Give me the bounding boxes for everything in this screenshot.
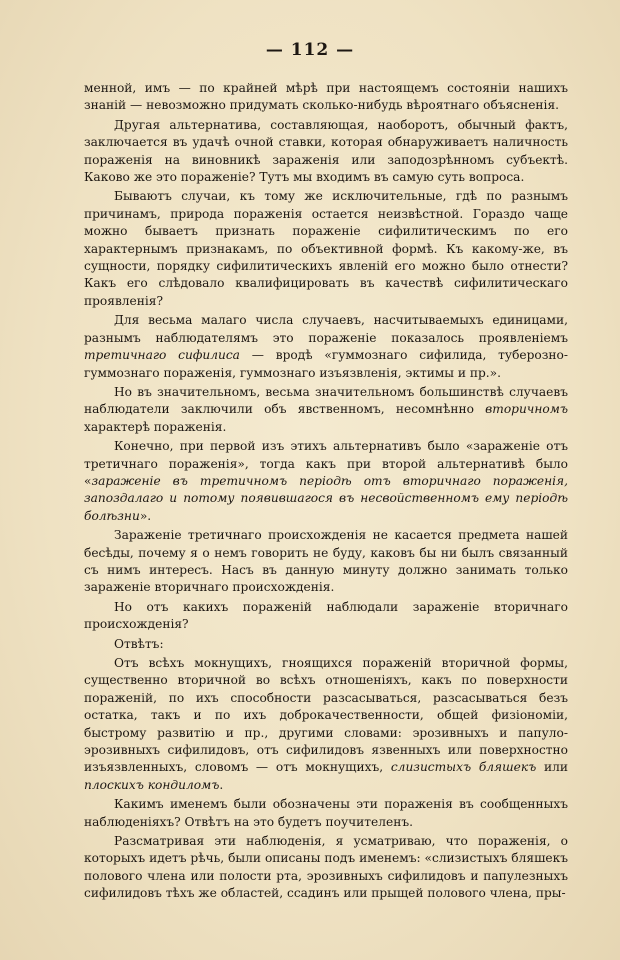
italic-text: вторичномъ (485, 402, 568, 417)
paragraph (84, 80, 568, 115)
text-run: Другая альтернатива, составляющая, наоборотъ, обычный фактъ, заключается въ удачѣ очной ставки, которая обнаруживаетъ наличность пораженiя на виновникѣ зараженiя или заподозрѣнномъ субъектѣ. Каково же это пораженiе? Тутъ мы входимъ въ самую суть вопроса. (84, 117, 568, 185)
text-run: Отъ всѣхъ мокнущихъ, гноящихся пораженiй вторичной формы, существенно вторичной во всѣхъ отношенiяхъ, какъ по поверхности пораженiй, по ихъ способности разсасываться, разсасываться безъ остатка, такъ и по ихъ доброкачественности, общей физiономiи, быстрому развитiю и пр., другими словами: эрозивныхъ и папуло-эрозивныхъ сифилидовъ, отъ сифилидовъ язвенныхъ или поверхностно изъязвленныхъ, словомъ — отъ мокнущихъ, (84, 656, 568, 775)
page-number: — 112 — (265, 40, 355, 60)
paragraph (84, 655, 568, 794)
paragraph (84, 312, 568, 382)
paragraph (84, 833, 568, 903)
text-run: Конечно, при первой изъ этихъ альтернативъ было «зараженiе отъ третичнаго пораженiя», тогда какъ при второй альтернативѣ было « (84, 439, 568, 488)
text-run: Отвѣтъ: (114, 636, 164, 651)
paragraph (84, 636, 568, 653)
text-run: . (219, 777, 224, 792)
italic-text: зараженiе въ третичномъ перiодѣ отъ вторичнаго пораженiя, запоздалаго и потому появившагося въ несвойственномъ ему перiодѣ болѣзни (84, 473, 568, 523)
paragraph (84, 796, 568, 831)
text-run: характерѣ пораженiя. (84, 419, 227, 434)
text-run: Для весьма малаго числа случаевъ, насчитываемыхъ единицами, разнымъ наблюдателямъ это пораженiе показалось проявленiемъ (84, 313, 568, 345)
text-run: Разсматривая эти наблюденiя, я усматриваю, что пораженiя, о которыхъ идетъ рѣчь, были описаны подъ именемъ: «слизистыхъ бляшекъ полового члена или полости рта, эрозивныхъ сифилидовъ и папулезныхъ сифилидовъ тѣхъ же областей, ссадинъ или прыщей полового члена, пры- (84, 834, 568, 901)
text-run: Бываютъ случаи, къ тому же исключительные, гдѣ по разнымъ причинамъ, природа пораженiя остается неизвѣстной. Гораздо чаще можно бываетъ признать пораженiе сифилитическимъ по его характернымъ признакамъ, по объективной формѣ. Къ какому-же, въ сущности, порядку сифилитическихъ явленiй его можно было отнести? Какъ его слѣдовало квалифицировать въ качествѣ сифилитическаго проявленiя? (84, 189, 568, 308)
italic-text: слизистыхъ бляшекъ (390, 760, 537, 775)
paragraph (84, 117, 568, 187)
italic-text: плоскихъ кондиломъ (84, 777, 220, 792)
paragraph (84, 384, 568, 436)
paragraph (84, 438, 568, 525)
text-run: Но отъ какихъ пораженiй наблюдали зараженiе вторичнаго происхожденiя? (84, 599, 568, 632)
paragraph (84, 527, 568, 597)
italic-text: третичнаго сифилиса (84, 348, 240, 363)
text-run: Зараженiе третичнаго происхожденiя не касается предмета нашей бесѣды, почему я о немъ говорить не буду, каковъ бы ни былъ связанный съ нимъ интересъ. Насъ въ данную минуту должно занимать только зараженiе вторичнаго происхожденiя. (84, 528, 568, 595)
text-run: или (536, 760, 568, 775)
page-body-text (84, 80, 568, 903)
text-run: менной, имъ — по крайней мѣрѣ при настоящемъ состоянiи нашихъ знанiй — невозможно придумать сколько-нибудь вѣроятнаго объясненiя. (84, 81, 568, 113)
paragraph (84, 188, 568, 310)
text-run: — вродѣ «гуммознаго сифилида, туберозно-гуммознаго пораженiя, гуммознаго изъязвленiя, эктимы и пр.». (84, 348, 568, 380)
text-run: Но въ значительномъ, весьма значительномъ большинствѣ случаевъ наблюдатели заключили объ явственномъ, несомнѣнно (84, 384, 568, 417)
paragraph (84, 599, 568, 634)
text-run: ». (139, 508, 152, 523)
text-run: Какимъ именемъ были обозначены эти пораженiя въ сообщенныхъ наблюденiяхъ? Отвѣтъ на это будетъ поучителенъ. (84, 797, 568, 829)
